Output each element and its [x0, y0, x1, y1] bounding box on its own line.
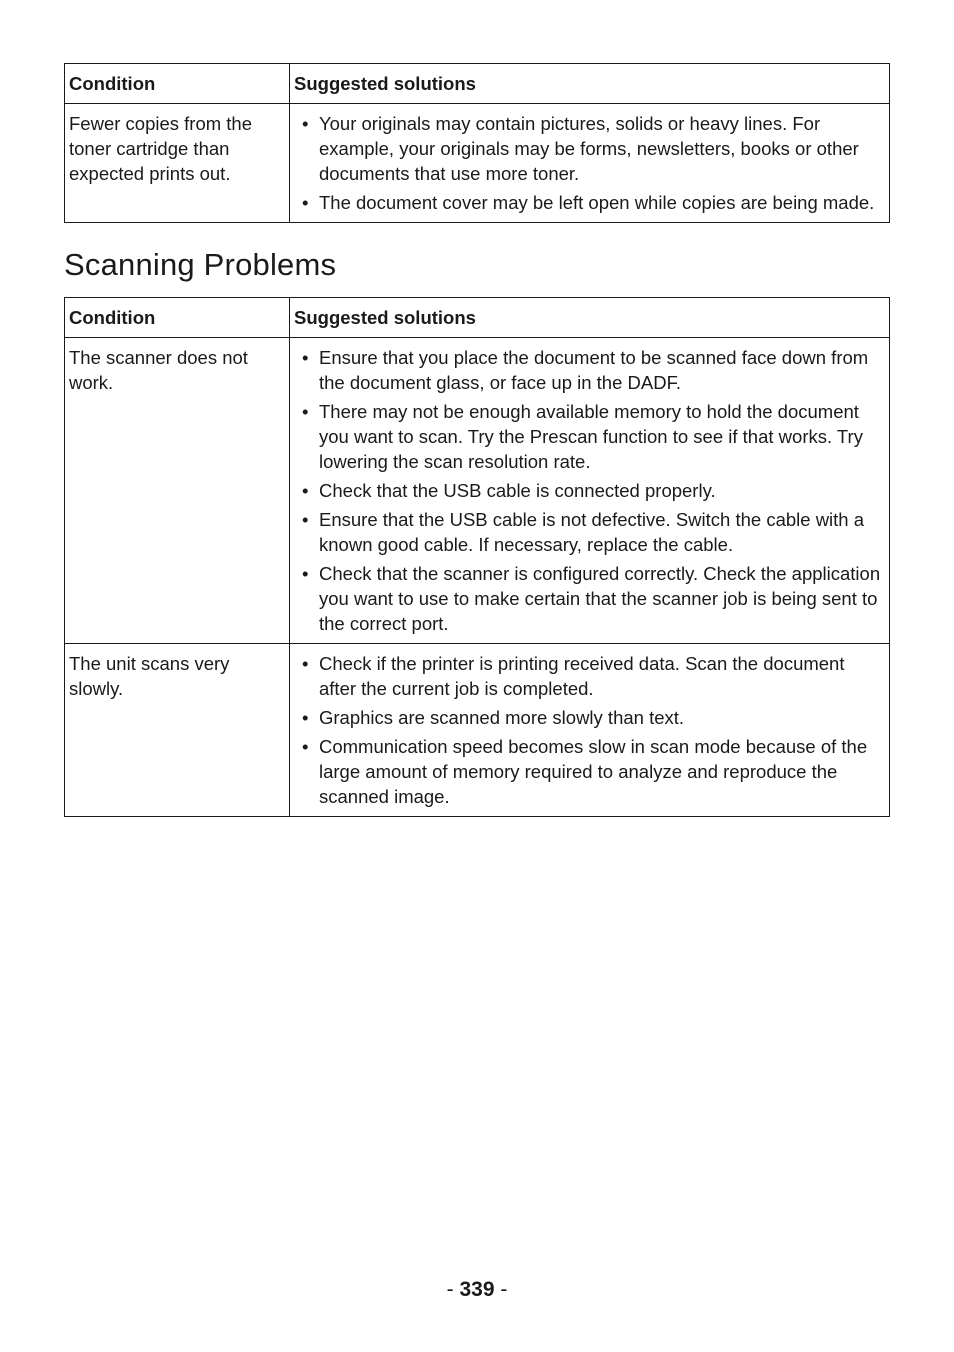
list-item: • Check that the scanner is configured correctly. Check the application you want to use to make certain that the scanner job is being sent to the correct port. [302, 563, 881, 634]
table-header-row [65, 298, 890, 338]
list-item: • Ensure that you place the document to be scanned face down from the document glass, or face up in the DADF. [302, 347, 869, 393]
list-item: • The document cover may be left open while copies are being made. [302, 192, 875, 213]
copy-problems-table [64, 63, 890, 223]
bullet-icon: • [302, 113, 309, 134]
bullet-icon: • [302, 563, 309, 584]
condition-cell: The unit scans very slowly. [65, 644, 290, 817]
list-item: • Ensure that the USB cable is not defective. Switch the cable with a known good cable. If necessary, replace the cable. [302, 509, 865, 555]
bullet-icon: • [302, 480, 309, 501]
solutions-list [294, 111, 885, 215]
header-condition: Condition [65, 298, 290, 338]
list-item: • Your originals may contain pictures, solids or heavy lines. For example, your originals may be forms, newsletters, books or other documents that use more toner. [302, 113, 859, 184]
header-condition: Condition [65, 64, 290, 104]
page-number: 339 [459, 1278, 495, 1301]
table-row [65, 338, 890, 644]
section-title: Scanning Problems [64, 247, 337, 282]
solutions-cell [290, 644, 890, 817]
bullet-icon: • [302, 707, 309, 728]
bullet-icon: • [302, 347, 309, 368]
page-number-suffix: - [494, 1278, 508, 1301]
solutions-cell [290, 104, 890, 223]
bullet-icon: • [302, 653, 309, 674]
bullet-icon: • [302, 192, 309, 213]
scanning-problems-table [64, 297, 890, 817]
bullet-icon: • [302, 736, 309, 757]
table-row [65, 644, 890, 817]
condition-cell: Fewer copies from the toner cartridge than expected prints out. [65, 104, 290, 223]
page-number-prefix: - [446, 1278, 460, 1301]
bullet-icon: • [302, 401, 309, 422]
bullet-icon: • [302, 509, 309, 530]
table-row [65, 104, 890, 223]
solutions-list [294, 345, 885, 636]
table-header-row [65, 64, 890, 104]
list-item: • Check if the printer is printing received data. Scan the document after the current job is completed. [302, 653, 845, 699]
solutions-cell [290, 338, 890, 644]
list-item: • Communication speed becomes slow in scan mode because of the large amount of memory required to analyze and reproduce the scanned image. [302, 736, 868, 807]
page-content [64, 63, 889, 817]
condition-cell: The scanner does not work. [65, 338, 290, 644]
header-solutions: Suggested solutions [290, 298, 890, 338]
header-solutions: Suggested solutions [290, 64, 890, 104]
list-item: • Check that the USB cable is connected properly. [302, 480, 716, 501]
list-item: • Graphics are scanned more slowly than text. [302, 707, 685, 728]
solutions-list [294, 651, 885, 809]
page-footer [0, 1278, 954, 1302]
list-item: • There may not be enough available memory to hold the document you want to scan. Try the Prescan function to see if that works. Try lowering the scan resolution rate. [302, 401, 863, 472]
